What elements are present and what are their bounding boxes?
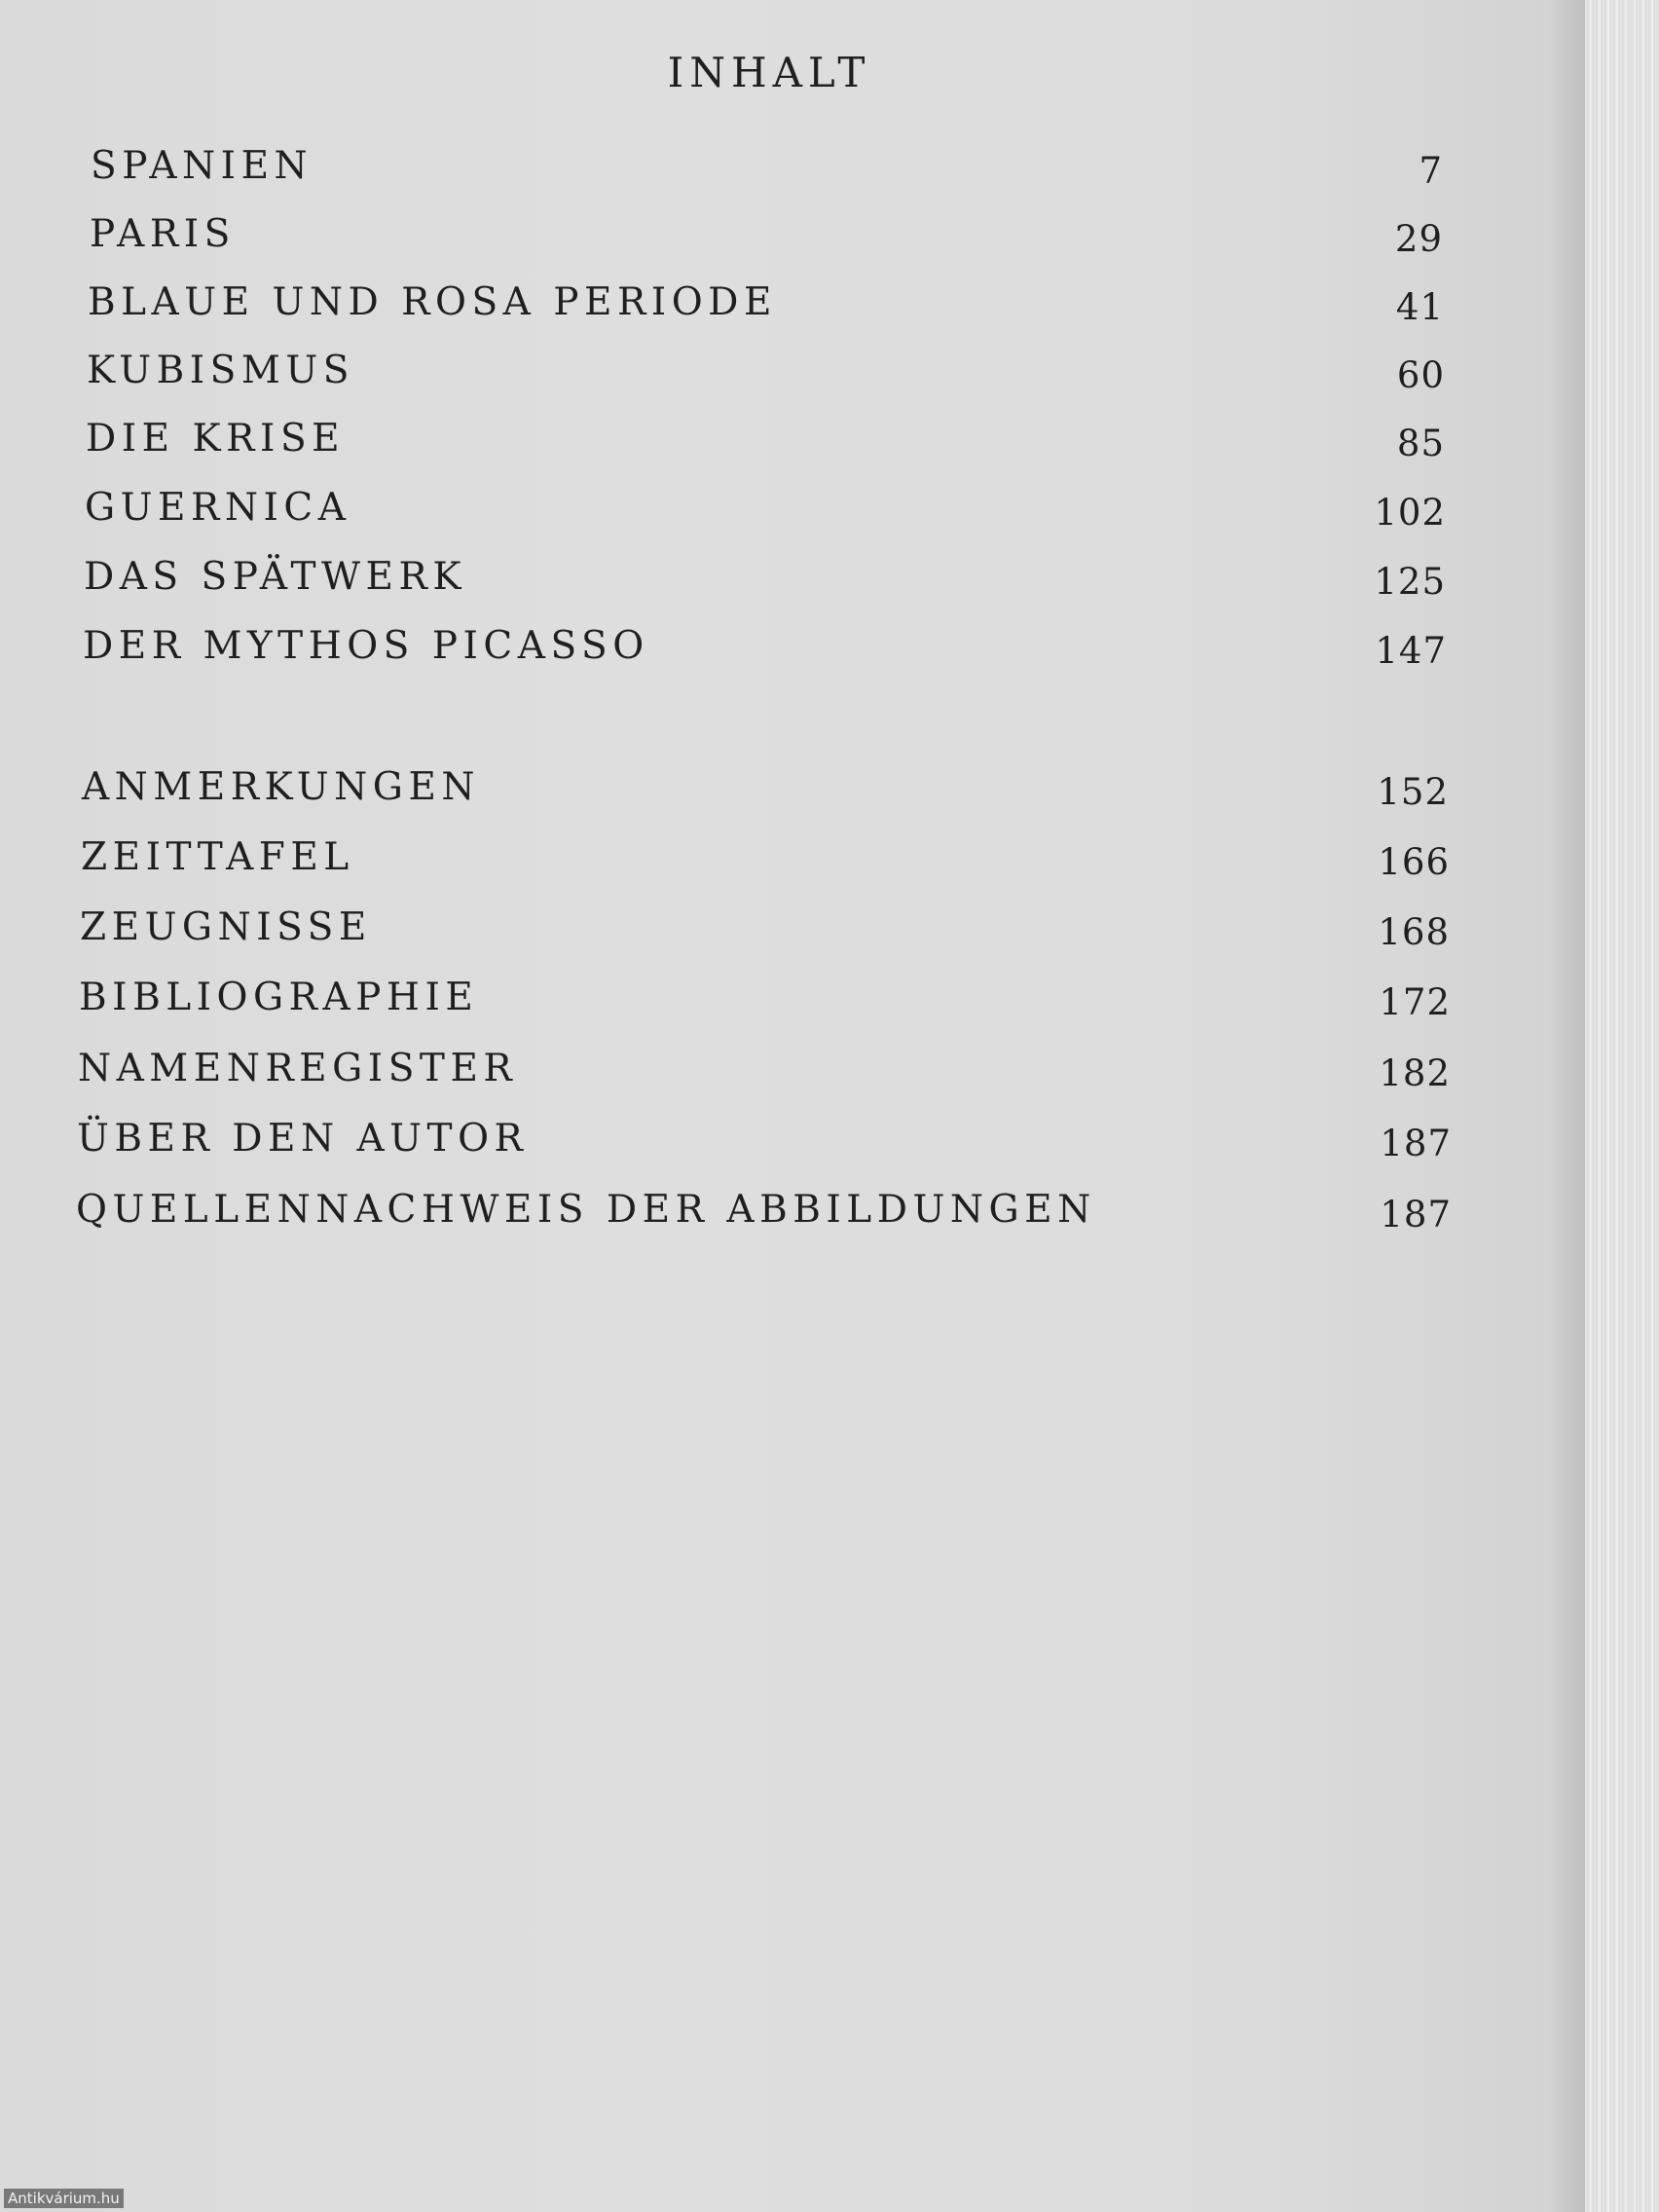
toc-entry — [76, 1188, 1452, 1246]
toc-entry-page: 166 — [1378, 841, 1450, 883]
toc-entry-page: 7 — [1419, 150, 1443, 192]
toc-entry — [82, 765, 1449, 824]
toc-entry-page: 41 — [1395, 286, 1444, 328]
toc-entry-page: 187 — [1380, 1194, 1452, 1235]
toc-entry-page: 182 — [1379, 1052, 1451, 1094]
toc-entry — [84, 555, 1446, 613]
toc-entry-page: 147 — [1375, 630, 1447, 672]
toc-entry — [90, 212, 1443, 271]
toc-entry-label: ZEUGNISSE — [80, 905, 372, 949]
toc-entry-label: NAMENREGISTER — [78, 1047, 518, 1090]
toc-entry — [85, 486, 1446, 544]
toc-entry — [77, 1117, 1452, 1175]
toc-entry-label: DIE KRISE — [86, 417, 346, 461]
toc-entry-label: DER MYTHOS PICASSO — [83, 624, 649, 668]
toc-entry — [80, 905, 1450, 964]
toc-entry-page: 172 — [1379, 981, 1451, 1023]
toc-entry — [86, 417, 1445, 475]
toc-entry — [81, 835, 1450, 894]
toc-entry-page: 102 — [1374, 492, 1446, 534]
toc-entry-page: 29 — [1394, 218, 1443, 260]
toc-entry-label: KUBISMUS — [87, 349, 354, 392]
toc-entry-page: 187 — [1380, 1123, 1452, 1164]
toc-entry-label: DAS SPÄTWERK — [84, 555, 467, 599]
toc-entry-label: ANMERKUNGEN — [82, 765, 481, 809]
toc-entry-page: 152 — [1377, 771, 1449, 813]
toc-entry — [79, 976, 1451, 1034]
toc-entry-page: 85 — [1396, 423, 1445, 464]
toc-entry-label: ÜBER DEN AUTOR — [77, 1117, 529, 1161]
toc-entry-page: 168 — [1378, 911, 1450, 953]
toc-entry-label: PARIS — [90, 212, 236, 256]
toc-entry-label: SPANIEN — [91, 144, 313, 188]
toc-entry-label: QUELLENNACHWEIS DER ABBILDUNGEN — [76, 1188, 1096, 1232]
toc-entry-label: GUERNICA — [85, 486, 351, 530]
toc-entry-label: BIBLIOGRAPHIE — [79, 976, 479, 1019]
toc-entry — [83, 624, 1447, 682]
page-title: INHALT — [667, 49, 871, 96]
toc-entry — [78, 1047, 1451, 1105]
toc-entry — [88, 280, 1444, 339]
toc-entry-label: BLAUE UND ROSA PERIODE — [88, 280, 777, 324]
page-gutter-shadow — [1548, 0, 1589, 2212]
toc-entry — [87, 349, 1445, 407]
toc-entry-page: 125 — [1374, 561, 1446, 603]
toc-entry — [91, 144, 1443, 203]
page-stack-edge — [1585, 0, 1659, 2212]
toc-entry-label: ZEITTAFEL — [81, 835, 354, 879]
toc-entry-page: 60 — [1396, 354, 1445, 396]
watermark: Antikvárium.hu — [4, 2189, 124, 2208]
